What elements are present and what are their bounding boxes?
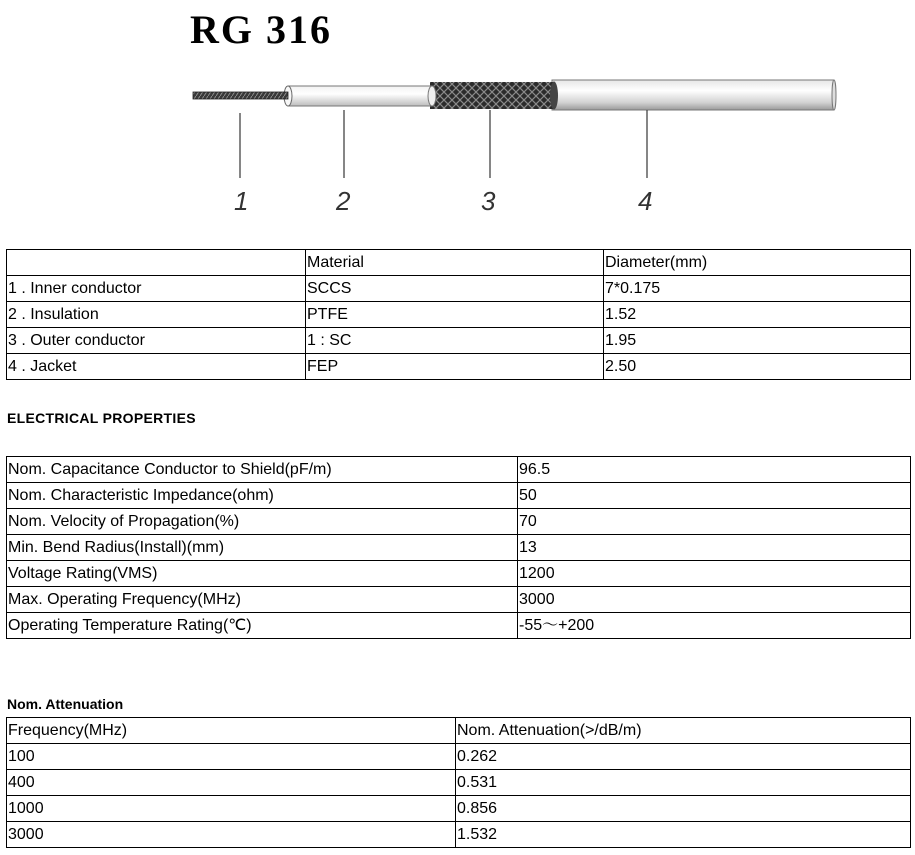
property-name: Nom. Capacitance Conductor to Shield(pF/m)	[7, 457, 518, 483]
property-name: Max. Operating Frequency(MHz)	[7, 587, 518, 613]
attenuation-cell: 1.532	[456, 822, 911, 848]
table-row	[7, 354, 911, 380]
table-cell: 1 : SC	[306, 328, 604, 354]
property-name: Nom. Characteristic Impedance(ohm)	[7, 483, 518, 509]
table-cell: FEP	[306, 354, 604, 380]
header-cell: Material	[306, 250, 604, 276]
property-value: 50	[518, 483, 911, 509]
property-name: Voltage Rating(VMS)	[7, 561, 518, 587]
table-row	[7, 587, 911, 613]
table-row	[7, 613, 911, 639]
table-row	[7, 822, 911, 848]
electrical-properties-heading: ELECTRICAL PROPERTIES	[7, 410, 196, 426]
diagram-label-3: 3	[481, 186, 496, 216]
page-title: RG 316	[190, 7, 332, 52]
table-row	[7, 535, 911, 561]
table-row	[7, 796, 911, 822]
outer-conductor-part	[430, 82, 558, 110]
table-cell: 2.50	[604, 354, 911, 380]
table-row	[7, 561, 911, 587]
header-cell	[7, 250, 306, 276]
table-row	[7, 744, 911, 770]
property-value: 70	[518, 509, 911, 535]
table-header-row	[7, 718, 911, 744]
table-cell: SCCS	[306, 276, 604, 302]
property-value: 13	[518, 535, 911, 561]
property-value: 1200	[518, 561, 911, 587]
property-value: 96.5	[518, 457, 911, 483]
diagram-label-2: 2	[336, 186, 351, 216]
table-cell: 1.52	[604, 302, 911, 328]
header-cell: Frequency(MHz)	[7, 718, 456, 744]
frequency-cell: 1000	[7, 796, 456, 822]
property-value: 3000	[518, 587, 911, 613]
table-row	[7, 302, 911, 328]
table-row	[7, 328, 911, 354]
jacket-part	[552, 80, 836, 110]
insulation-part	[284, 86, 436, 106]
header-cell: Diameter(mm)	[604, 250, 911, 276]
attenuation-cell: 0.856	[456, 796, 911, 822]
diagram-label-4: 4	[638, 186, 653, 216]
property-name: Nom. Velocity of Propagation(%)	[7, 509, 518, 535]
table-cell: PTFE	[306, 302, 604, 328]
table-cell: 1.95	[604, 328, 911, 354]
structure-table	[6, 249, 911, 380]
table-cell: 1 . Inner conductor	[7, 276, 306, 302]
table-row	[7, 770, 911, 796]
leader-lines	[240, 110, 647, 178]
table-cell: 2 . Insulation	[7, 302, 306, 328]
table-row	[7, 457, 911, 483]
property-value: -55～+200	[518, 613, 911, 639]
cable-cross-section-diagram	[0, 60, 915, 230]
attenuation-cell: 0.262	[456, 744, 911, 770]
table-cell: 4 . Jacket	[7, 354, 306, 380]
table-row	[7, 509, 911, 535]
frequency-cell: 100	[7, 744, 456, 770]
frequency-cell: 400	[7, 770, 456, 796]
inner-conductor-part	[193, 92, 288, 99]
attenuation-heading: Nom. Attenuation	[7, 696, 124, 712]
attenuation-table	[6, 717, 911, 848]
property-name: Min. Bend Radius(Install)(mm)	[7, 535, 518, 561]
electrical-properties-table	[6, 456, 911, 639]
table-cell: 7*0.175	[604, 276, 911, 302]
diagram-label-1: 1	[234, 186, 249, 216]
header-cell: Nom. Attenuation(>/dB/m)	[456, 718, 911, 744]
table-cell: 3 . Outer conductor	[7, 328, 306, 354]
table-row	[7, 276, 911, 302]
property-name: Operating Temperature Rating(℃)	[7, 613, 518, 639]
frequency-cell: 3000	[7, 822, 456, 848]
table-row	[7, 483, 911, 509]
attenuation-cell: 0.531	[456, 770, 911, 796]
table-header-row	[7, 250, 911, 276]
